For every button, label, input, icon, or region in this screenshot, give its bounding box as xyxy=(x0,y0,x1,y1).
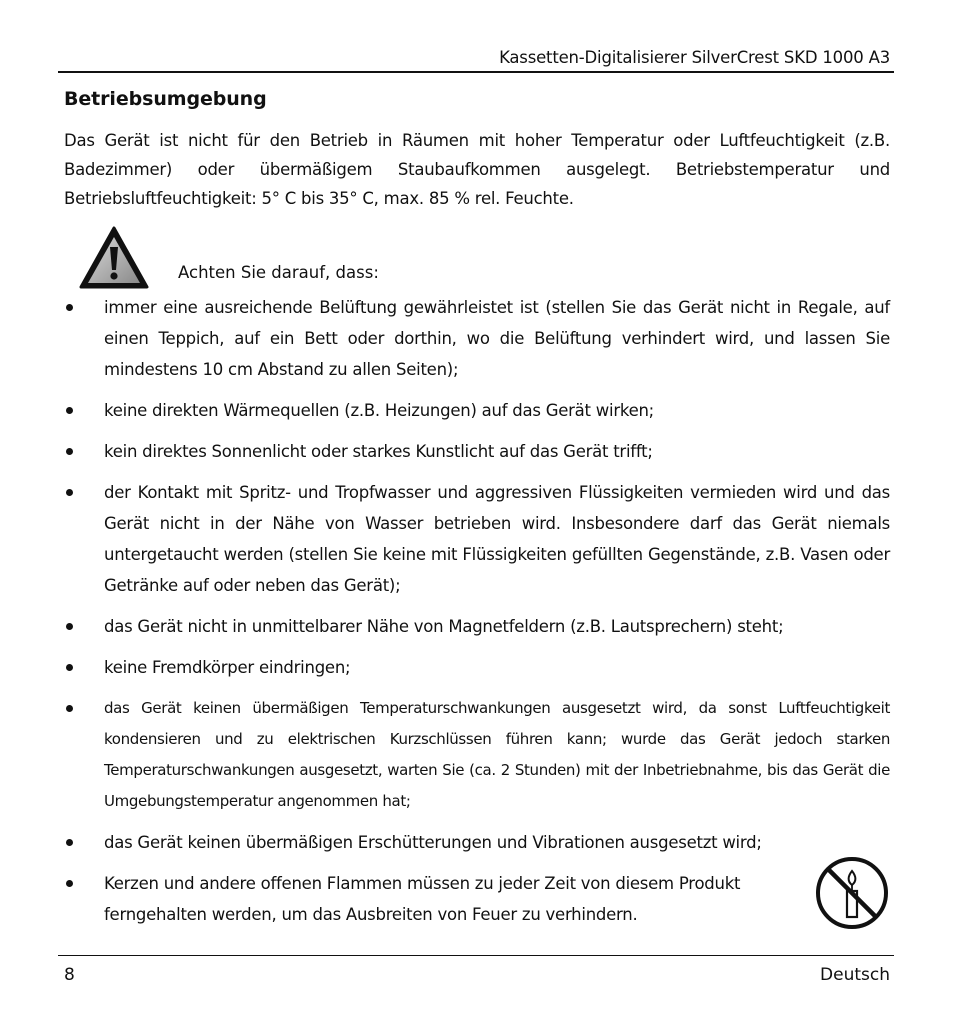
list-item xyxy=(64,827,890,858)
list-item xyxy=(64,292,890,385)
bullet-icon xyxy=(66,489,73,496)
footer-rule xyxy=(58,955,894,956)
list-item xyxy=(64,477,890,601)
page-number: 8 xyxy=(64,965,75,985)
list-item-text: der Kontakt mit Spritz- und Tropfwasser und aggressiven Flüssigkeiten vermieden wird und das Gerät nicht in der Nähe von Wasser betrieben wird. Insbesondere darf das Gerät niemals untergetaucht werden (stellen Sie keine mit Flüssigkeiten gefüllten Gegenstände, z.B. Vasen oder Getränke auf oder neben das Gerät); xyxy=(104,483,890,595)
list-item xyxy=(64,693,890,817)
bullet-icon xyxy=(66,664,73,671)
list-item-text: kein direktes Sonnenlicht oder starkes Kunstlicht auf das Gerät trifft; xyxy=(104,442,653,461)
list-item xyxy=(64,868,890,930)
no-open-flame-icon xyxy=(814,855,890,931)
list-item xyxy=(64,395,890,426)
warning-triangle-icon xyxy=(78,225,150,291)
bullet-icon xyxy=(66,623,73,630)
list-item-text: keine Fremdkörper eindringen; xyxy=(104,658,351,677)
bullet-icon xyxy=(66,407,73,414)
header-rule xyxy=(58,71,894,73)
bullet-icon xyxy=(66,304,73,311)
warning-text: Achten Sie darauf, dass: xyxy=(178,263,379,282)
list-item-text: Kerzen und andere offenen Flammen müssen zu jeder Zeit von diesem Produkt ferngehalten werden, um das Ausbreiten von Feuer zu verhindern. xyxy=(104,874,741,924)
bullet-icon xyxy=(66,705,73,712)
intro-paragraph: Das Gerät ist nicht für den Betrieb in Räumen mit hoher Temperatur oder Luftfeuchtigkeit (z.B. Badezimmer) oder übermäßigem Staubaufkommen ausgelegt. Betriebstemperatur und Betriebsluftfeuchtigkeit: 5° C bis 35° C, max. 85 % rel. Feuchte. xyxy=(64,131,890,208)
bullet-icon xyxy=(66,880,73,887)
list-item-text: immer eine ausreichende Belüftung gewährleistet ist (stellen Sie das Gerät nicht in Regale, auf einen Teppich, auf ein Bett oder dorthin, wo die Belüftung verhindert wird, und lassen Sie mindestens 10 cm Abstand zu allen Seiten); xyxy=(104,298,890,379)
footer-language: Deutsch xyxy=(820,965,890,985)
bullet-icon xyxy=(66,839,73,846)
list-item-text: das Gerät nicht in unmittelbarer Nähe von Magnetfeldern (z.B. Lautsprechern) steht; xyxy=(104,617,784,636)
list-item-text: das Gerät keinen übermäßigen Erschütterungen und Vibrationen ausgesetzt wird; xyxy=(104,833,762,852)
precaution-list xyxy=(64,292,890,940)
list-item xyxy=(64,652,890,683)
section-heading: Betriebsumgebung xyxy=(64,88,267,110)
list-item xyxy=(64,611,890,642)
list-item xyxy=(64,436,890,467)
list-item-text: das Gerät keinen übermäßigen Temperaturschwankungen ausgesetzt wird, da sonst Luftfeuchtigkeit kondensieren und zu elektrischen Kurzschlüssen führen kann; wurde das Gerät jedoch starken Temperaturschwankungen ausgesetzt, warten Sie (ca. 2 Stunden) mit der Inbetriebnahme, bis das Gerät die Umgebungstemperatur angenommen hat; xyxy=(104,699,890,810)
bullet-icon xyxy=(66,448,73,455)
running-header: Kassetten-Digitalisierer SilverCrest SKD 1000 A3 xyxy=(499,48,890,67)
list-item-text: keine direkten Wärmequellen (z.B. Heizungen) auf das Gerät wirken; xyxy=(104,401,654,420)
